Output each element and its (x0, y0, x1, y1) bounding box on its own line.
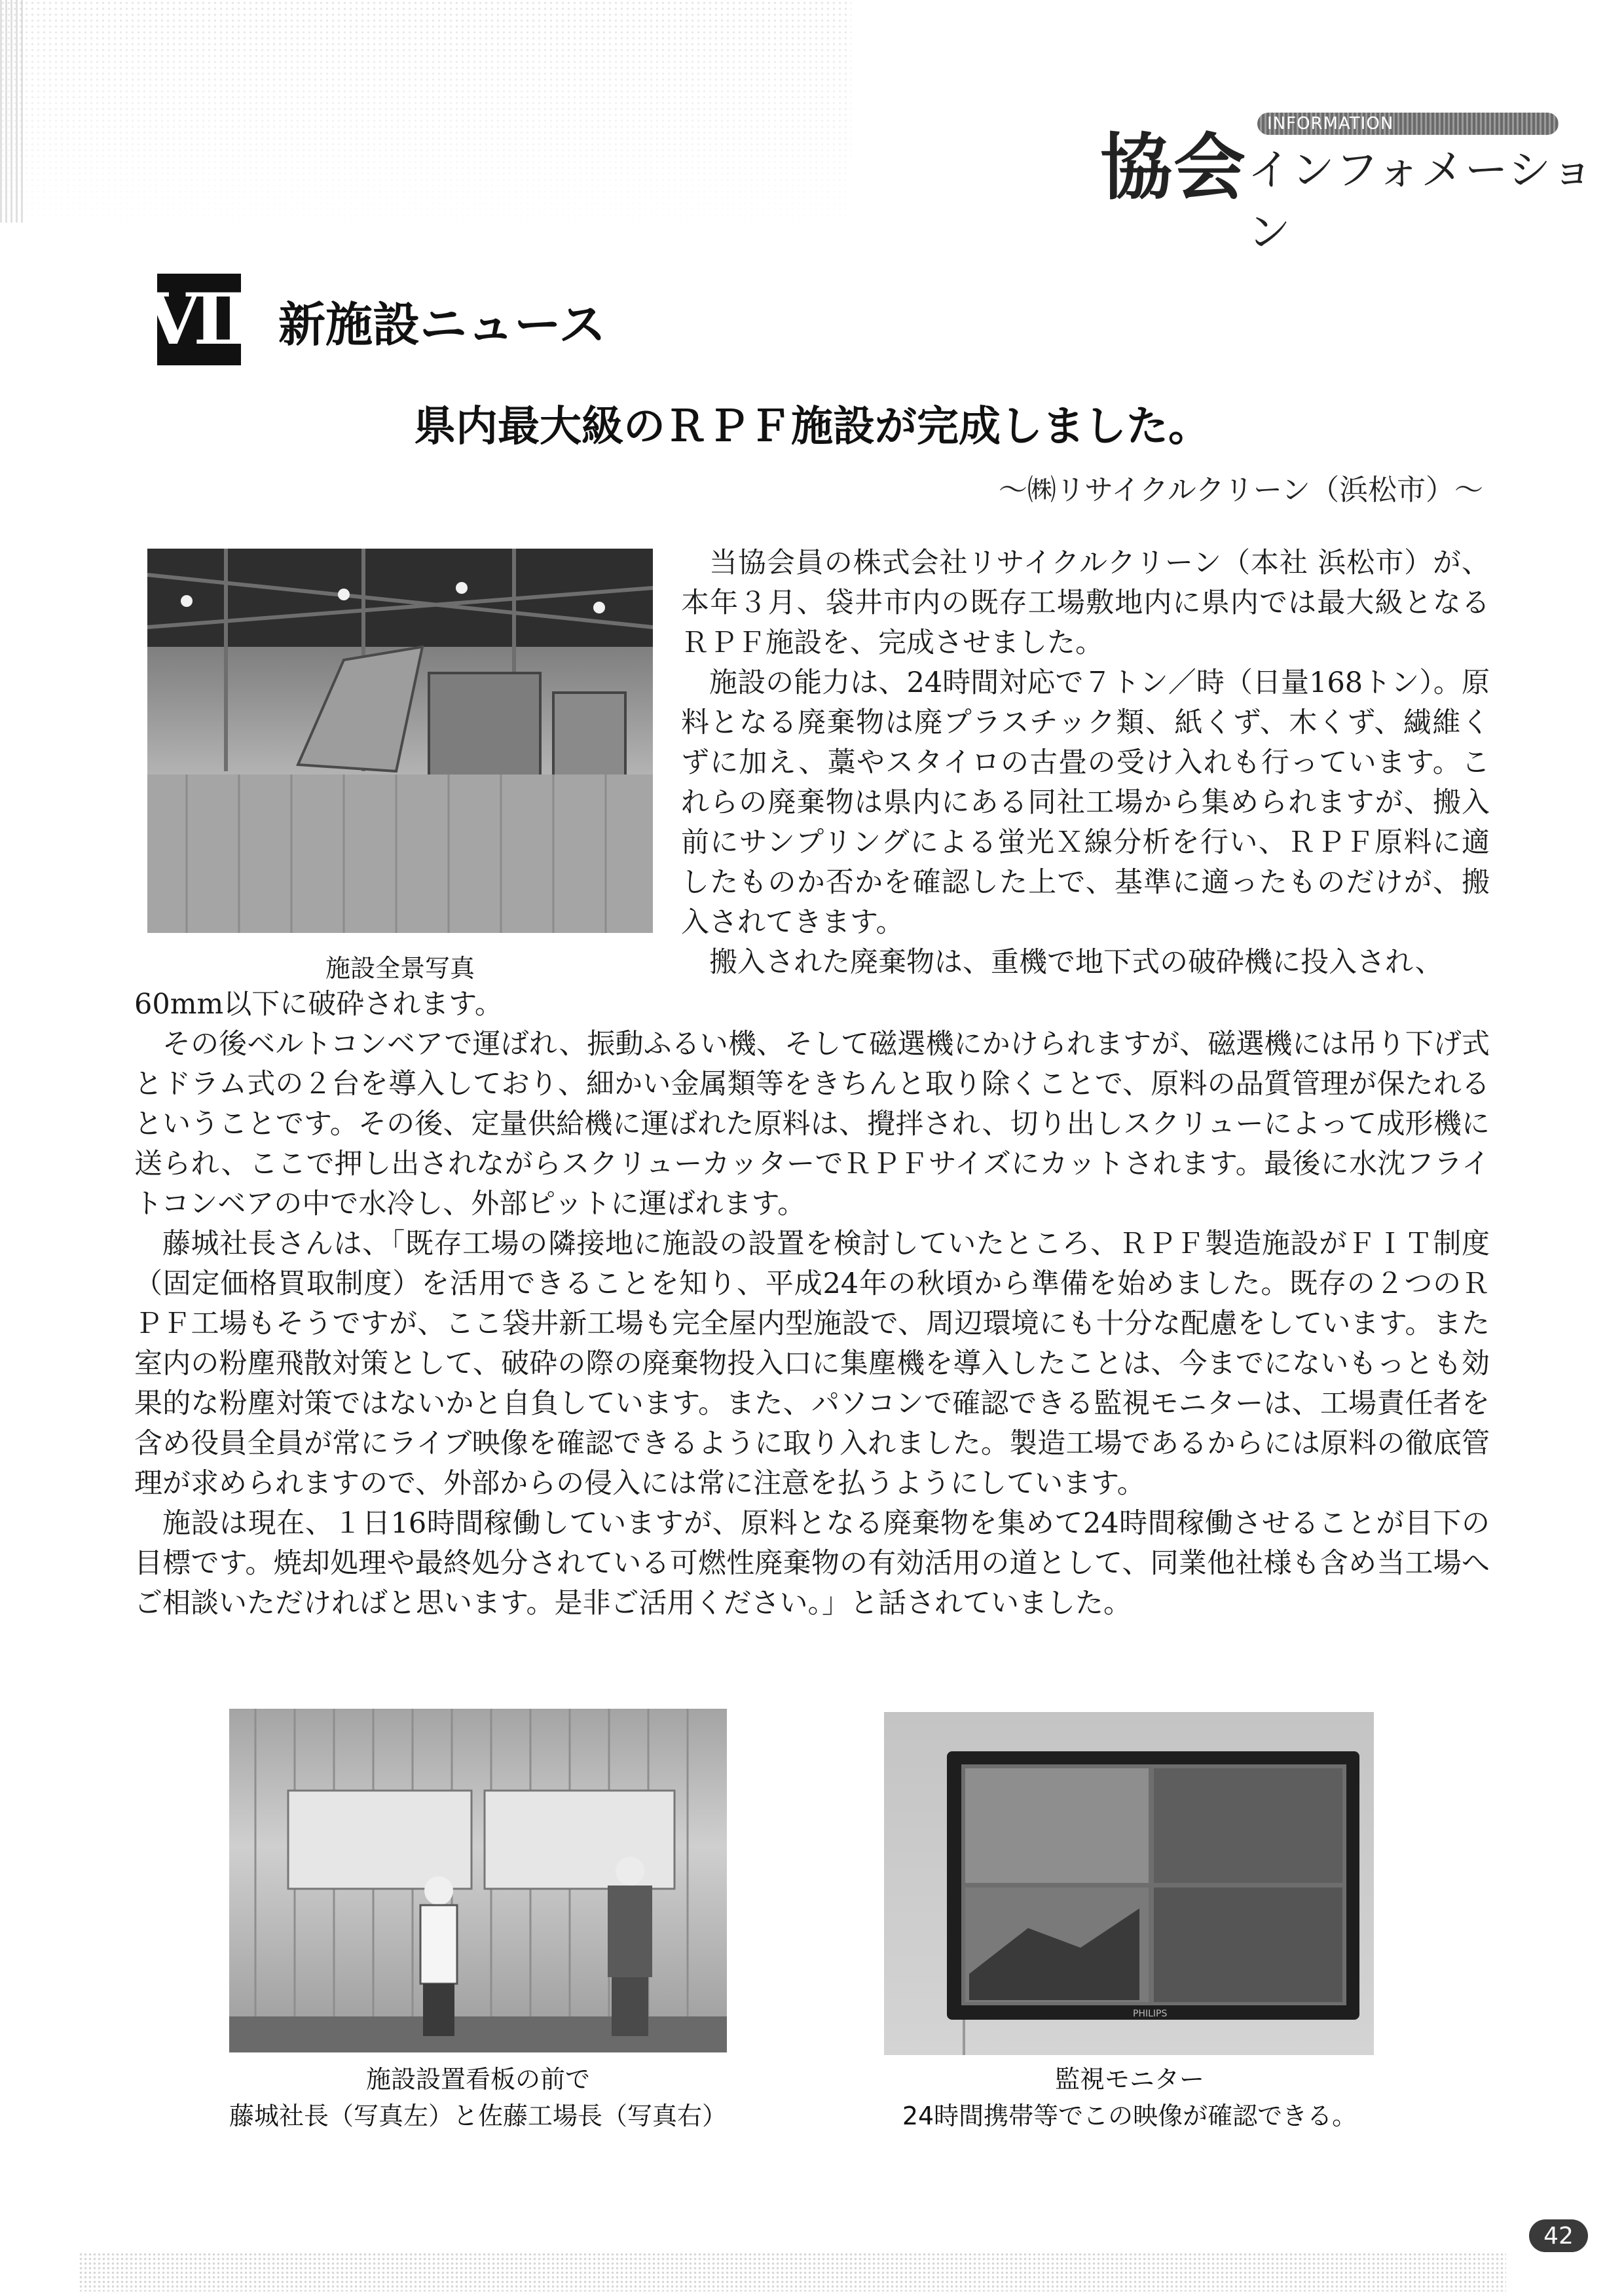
article-paragraph: 施設の能力は、24時間対応で７トン／時（日量168トン）。原料となる廃棄物は廃プラスチック類、紙くず、木くず、繊維くずに加え、藁やスタイロの古畳の受け入れも行っています。これらの廃棄物は県内にある同社工場から集められますが、搬入前にサンプリングによる蛍光Ｘ線分析を行い、ＲＰＦ原料に適したものか否かを確認した上で、基準に適ったものだけが、搬入されてきます。 (681, 666, 1490, 939)
scan-noise-bottom (79, 2252, 1506, 2291)
page-number: 42 (1543, 2222, 1574, 2250)
signboard-photo-drawing (229, 1709, 727, 2052)
header-kana: インフォメーション (1247, 145, 1595, 257)
section-number-box (145, 274, 253, 365)
article-body (134, 985, 1490, 1624)
scan-noise-top (0, 0, 851, 236)
signboard-caption-line1: 施設設置看板の前で (365, 2065, 590, 2094)
article-headline: 県内最大級のＲＰＦ施設が完成しました。 (414, 403, 1210, 451)
article-paragraph: 60mm以下に破砕されます。 (134, 988, 503, 1021)
header-english: INFORMATION (1267, 114, 1394, 134)
monitor-photo-caption (877, 2061, 1382, 2134)
header-kanji: 協会 (1100, 125, 1247, 210)
monitor-caption-line1: 監視モニター (1054, 2065, 1204, 2094)
article-paragraph: 施設は現在、１日16時間稼働していますが、原料となる廃棄物を集めて24時間稼働させることが目下の目標です。焼却処理や最終処分されている可燃性廃棄物の有効活用の道として、同業他社様も含め当工場へご相談いただければと思います。是非ご活用ください。」と話されていました。 (134, 1507, 1490, 1620)
signboard-photo (229, 1709, 727, 2052)
section-title: 新施設ニュース (278, 297, 606, 352)
facility-photo (147, 549, 653, 933)
signboard-caption-line2: 藤城社長（写真左）と佐藤工場長（写真右） (229, 2102, 727, 2130)
article-paragraph: その後ベルトコンベアで運ばれ、振動ふるい機、そして磁選機にかけられますが、磁選機には吊り下げ式とドラム式の２台を導入しており、細かい金属類等をきちんと取り除くことで、原料の品質管理が保たれるということです。その後、定量供給機に運ばれた原料は、攪拌され、切り出しスクリューによって成形機に送られ、ここで押し出されながらスクリューカッターでＲＰＦサイズにカットされます。最後に水沈フライトコンベアの中で水冷し、外部ピットに運ばれます。 (134, 1028, 1490, 1220)
article-paragraph: 当協会員の株式会社リサイクルクリーン（本社 浜松市）が、本年３月、袋井市内の既存工場敷地内に県内では最大級となるＲＰＦ施設を、完成させました。 (681, 547, 1490, 659)
article-paragraph: 搬入された廃棄物は、重機で地下式の破砕機に投入され、 (709, 946, 1443, 979)
article-column-right (681, 543, 1490, 983)
monitor-photo-drawing (884, 1712, 1374, 2055)
page-number-badge (1529, 2219, 1588, 2252)
monitor-brand: PHILIPS (1133, 2009, 1168, 2019)
signboard-photo-caption (216, 2061, 740, 2134)
facility-photo-drawing (147, 549, 653, 933)
scan-noise-left (0, 0, 26, 223)
article-subheadline: ～㈱リサイクルクリーン（浜松市）～ (998, 473, 1483, 507)
monitor-caption-line2: 24時間携帯等でこの映像が確認できる。 (902, 2102, 1357, 2130)
facility-photo-caption: 施設全景写真 (325, 954, 475, 983)
section-number: Ⅶ (145, 278, 253, 361)
article-paragraph: 藤城社長さんは、「既存工場の隣接地に施設の設置を検討していたところ、ＲＰＦ製造施設がＦＩＴ制度（固定価格買取制度）を活用できることを知り、平成24年の秋頃から準備を始めました。既存の２つのＲＰＦ工場もそうですが、ここ袋井新工場も完全屋内型施設で、周辺環境にも十分な配慮をしています。また室内の粉塵飛散対策として、破砕の際の廃棄物投入口に集塵機を導入したことは、今までにないもっとも効果的な粉塵対策ではないかと自負しています。また、パソコンで確認できる監視モニターは、工場責任者を含め役員全員が常にライブ映像を確認できるように取り入れました。製造工場であるからには原料の徹底管理が求められますので、外部からの侵入には常に注意を払うようにしています。 (134, 1228, 1490, 1500)
monitor-photo (884, 1712, 1374, 2055)
